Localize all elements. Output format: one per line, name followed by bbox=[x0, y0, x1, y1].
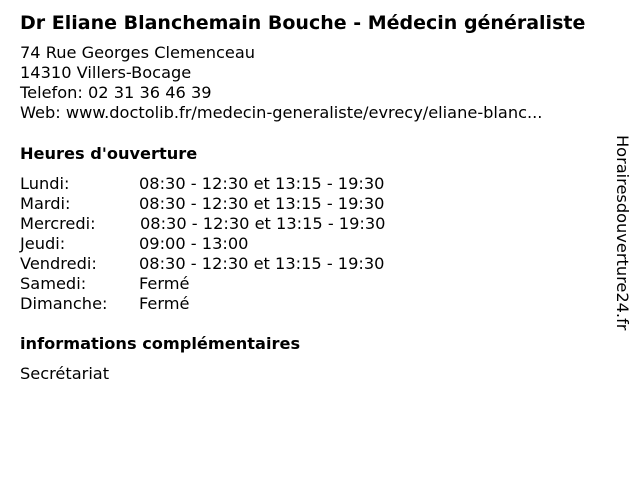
day-label: Samedi: bbox=[20, 274, 87, 293]
day-hours: 08:30 - 12:30 et 13:15 - 19:30 bbox=[140, 214, 386, 233]
street-address: 74 Rue Georges Clemenceau bbox=[20, 43, 256, 62]
day-label: Vendredi: bbox=[20, 254, 97, 273]
website-link[interactable]: Web: www.doctolib.fr/medecin-generaliste/evrecy/eliane-blanc... bbox=[20, 103, 543, 122]
day-hours: 08:30 - 12:30 et 13:15 - 19:30 bbox=[139, 254, 385, 273]
day-label: Dimanche: bbox=[20, 294, 108, 313]
day-label: Mercredi: bbox=[20, 214, 96, 233]
day-label: Lundi: bbox=[20, 174, 70, 193]
day-hours: Fermé bbox=[139, 294, 190, 313]
day-hours: 08:30 - 12:30 et 13:15 - 19:30 bbox=[139, 194, 385, 213]
info-heading: informations complémentaires bbox=[20, 334, 301, 353]
day-label: Jeudi: bbox=[20, 234, 66, 253]
page-title: Dr Eliane Blanchemain Bouche - Médecin généraliste bbox=[20, 12, 586, 34]
day-label: Mardi: bbox=[20, 194, 71, 213]
day-hours: Fermé bbox=[139, 274, 190, 293]
info-text: Secrétariat bbox=[20, 364, 110, 383]
hours-heading: Heures d'ouverture bbox=[20, 144, 198, 163]
day-hours: 08:30 - 12:30 et 13:15 - 19:30 bbox=[139, 174, 385, 193]
day-hours: 09:00 - 13:00 bbox=[139, 234, 249, 253]
city-address: 14310 Villers-Bocage bbox=[20, 63, 192, 82]
contact-block bbox=[20, 43, 542, 123]
phone-number: Telefon: 02 31 36 46 39 bbox=[20, 83, 212, 102]
site-watermark: Horairesdouverture24.fr bbox=[613, 135, 632, 331]
